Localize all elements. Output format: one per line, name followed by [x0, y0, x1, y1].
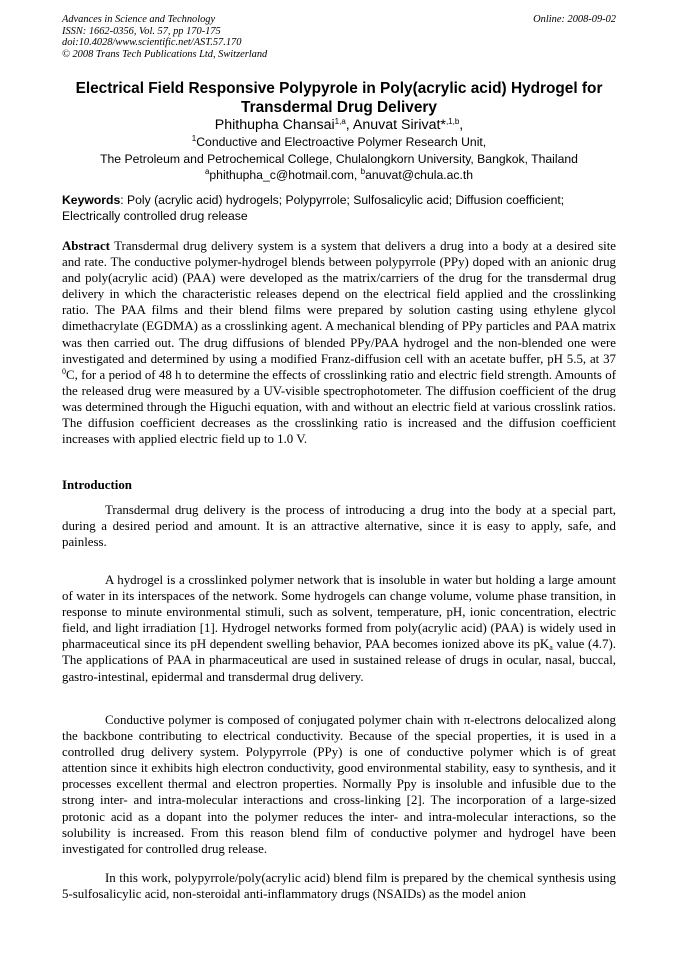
- title-line-2: Transdermal Drug Delivery: [241, 98, 437, 116]
- journal-name: Advances in Science and Technology: [62, 14, 216, 25]
- online-date: Online: 2008-09-02: [533, 14, 616, 25]
- email-sup-a: a: [204, 167, 210, 176]
- email-line: [62, 167, 616, 184]
- keywords: [62, 193, 616, 225]
- abstract-label: Abstract: [62, 239, 110, 253]
- intro-paragraph-1: Transdermal drug delivery is the process of introducing a drug into the body at a special part, during a desired period and amount. It is an attractive alternative, since it is easy to apply, safe, and painless.: [62, 503, 616, 550]
- affiliation-unit: [62, 134, 616, 151]
- email-sup-b: b: [360, 167, 366, 176]
- doi-line: doi:10.4028/www.scientific.net/AST.57.170: [62, 37, 242, 49]
- section-heading-introduction: Introduction: [62, 478, 132, 492]
- email-a: phithupha_c@hotmail.com,: [209, 168, 361, 182]
- copyright-line: © 2008 Trans Tech Publications Ltd, Switzerland: [62, 48, 268, 60]
- intro-paragraph-2: [62, 572, 616, 685]
- keywords-text: : Poly (acrylic acid) hydrogels; Polypyrrole; Sulfosalicylic acid; Diffusion coefficient; Electrically controlled drug release: [62, 193, 565, 223]
- author-1: Phithupha Chansai: [214, 117, 335, 133]
- title-line-1: Electrical Field Responsive Polypyrole in Poly(acrylic acid) Hydrogel for: [75, 80, 603, 97]
- intro-p2-text-a: A hydrogel is a crosslinked polymer network that is insoluble in water but holding a large amount of water in its interspaces of the network. Some hydrogels can change volume, volume phase transition, in response to minute environmental stimuli, such as solvent, temperature, pH, ionic concentration, electric field, and light irradiation [1]. Hydrogel networks formed from poly(acrylic acid) (PAA) is widely used in pharmaceutical since its pH dependent swelling behavior, PAA becomes ionized above its pK: [62, 573, 616, 652]
- issn-line: ISSN: 1662-0356, Vol. 57, pp 170-175: [62, 25, 221, 37]
- abstract-text-b: C, for a period of 48 h to determine the effects of crosslinking ratio and electric field strength. Amounts of the released drug were measured by a UV-visible spectrophotometer. The diffusion coefficient of the drug was determined through the Higuchi equation, with and without an electric field at various crosslink ratios. The diffusion coefficient decreases as the crosslinking ratio is increased and the diffusion coefficient increases with applied electric field up to 1.0 V.: [62, 367, 616, 447]
- author-1-affil: 1,a: [334, 117, 346, 126]
- abstract: [62, 238, 616, 447]
- email-b: anuvat@chula.ac.th: [365, 168, 474, 182]
- affiliation-line-1: Conductive and Electroactive Polymer Research Unit,: [196, 135, 487, 149]
- author-2: Anuvat Sirivat*: [352, 117, 446, 133]
- paper-title: [62, 80, 616, 117]
- author-list: [62, 116, 616, 134]
- intro-p2-subscript: a: [549, 643, 553, 653]
- abstract-text-a: Transdermal drug delivery system is a system that delivers a drug into a body at a desired site and rate. The conductive polymer-hydrogel blends between polypyrrole (PPy) doped with an anionic drug and poly(acrylic acid) (PAA) were developed as the matrix/carriers of the drug for the transdermal drug delivery in which the characteristic releases depend on the electrical field applied and the crosslinking ratio. The PAA films and their blend films were prepared by solution casting using ethylene glycol dimethacrylate (EGDMA) as a crosslinking agent. A mechanical blending of PPy particles and PAA matrix was then carried out. The drug diffusions of blended PPy/PAA hydrogel and the non-blended one were investigated and determined by using a modified Franz-diffusion cell with an acetate buffer, pH 5.5, at 37: [62, 239, 616, 366]
- intro-p2-text-b: value (4.7). The applications of PAA in pharmaceutical are used in sustained release of drugs in ocular, nasal, buccal, gastro-intestinal, epidermal and transdermal drug delivery.: [62, 637, 616, 684]
- abstract-degree: 0: [62, 366, 66, 376]
- affiliation-line-2: The Petroleum and Petrochemical College, Chulalongkorn University, Bangkok, Thailand: [100, 151, 578, 166]
- running-header: [62, 14, 616, 60]
- intro-paragraph-4: In this work, polypyrrole/poly(acrylic acid) blend film is prepared by the chemical synthesis using 5-sulfosalicylic acid, non-steroidal anti-inflammatory drugs (NSAIDs) as the model anion: [62, 871, 616, 902]
- author-2-affil: ,1,b: [445, 117, 460, 126]
- author-list-end: ,: [459, 117, 464, 133]
- author-separator: ,: [345, 117, 353, 133]
- keywords-label: Keywords: [62, 193, 121, 207]
- affiliation-block: [62, 134, 616, 184]
- intro-paragraph-3: Conductive polymer is composed of conjugated polymer chain with π-electrons delocalized along the backbone contributing to electrical conductivity. Because of the special properties, it is used in a controlled drug delivery system. Polypyrrole (PPy) is one of conductive polymer which is of great attention since it exhibits high electron conductivity, good environmental stability, easy to synthesis, and it processes excellent thermal and electron properties. Normally Ppy is insoluble and infusible due to the strong inter- and intra-molecular interactions and cross-linking [2]. The incorporation of a large-sized protonic acid as a dopant into the polymer reduces the inter- and intra-molecular interactions, so the solubility is increased. From this reason blend film of conductive polymer and hydrogel have been investigated for controlled drug release.: [62, 713, 616, 856]
- affiliation-sup-1: 1: [191, 134, 197, 143]
